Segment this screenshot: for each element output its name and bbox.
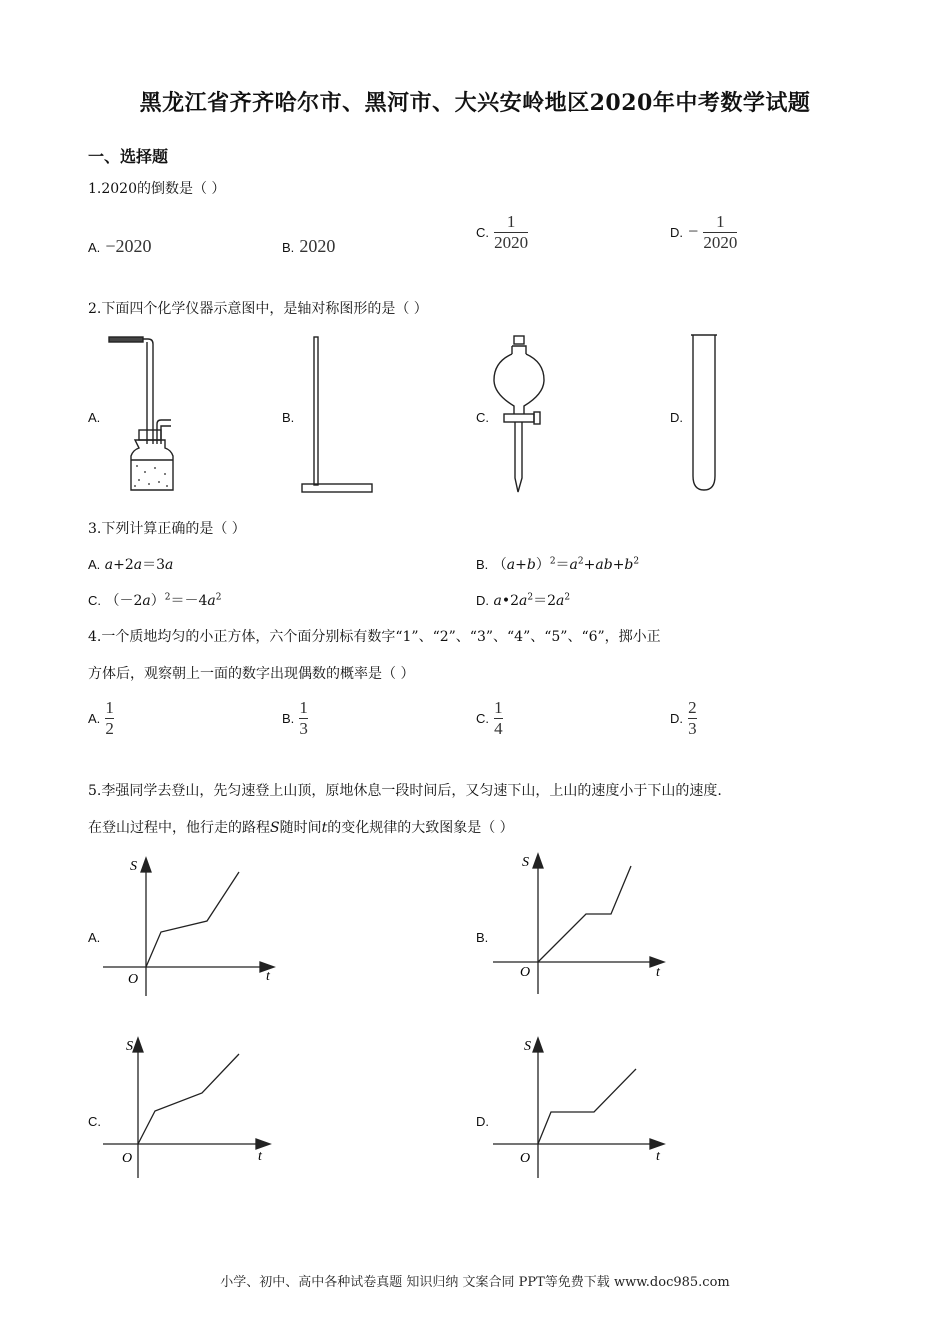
- question-5-stem-line2: [88, 817, 514, 837]
- fraction: [494, 698, 503, 739]
- stem-text: 的变化规律的大致图象是（ ）: [327, 820, 514, 836]
- denominator: 2020: [703, 233, 738, 252]
- q1-option-b: [282, 236, 335, 257]
- gas-bottle-figure: [105, 332, 185, 496]
- axis-s-label: S: [522, 855, 529, 870]
- minus-sign: −: [688, 221, 699, 241]
- option-label: A.: [88, 240, 101, 255]
- q4-option-c: [476, 698, 503, 739]
- graph-b: [488, 848, 678, 996]
- fraction: [703, 212, 737, 253]
- denominator: 3: [688, 719, 697, 738]
- option-label: C.: [476, 711, 489, 726]
- origin-label: O: [122, 1151, 133, 1166]
- question-4-stem-line1: 4.一个质地均匀的小正方体，六个面分别标有数字“1”、“2”、“3”、“4”、“5”、“6”，掷小正: [88, 629, 661, 645]
- q1-option-c: [476, 212, 528, 253]
- denominator: 4: [494, 719, 503, 738]
- q2-label-a: A.: [88, 410, 101, 425]
- option-label: A.: [88, 557, 101, 572]
- fraction: [299, 698, 308, 739]
- axis-s-label: S: [126, 1039, 133, 1054]
- var-t: t: [321, 820, 328, 836]
- axis-t-label: t: [258, 1149, 262, 1164]
- separatory-funnel-figure: [490, 332, 550, 496]
- denominator: 2: [105, 719, 114, 738]
- q1-option-a: [88, 236, 152, 257]
- iron-stand-figure: [296, 334, 380, 496]
- numerator: 1: [105, 698, 114, 717]
- graph-c: [98, 1032, 288, 1180]
- q1-option-d: [670, 212, 737, 253]
- page-footer: 小学、初中、高中各种试卷真题 知识归纳 文案合同 PPT等免费下载 www.doc985.com: [220, 1275, 730, 1290]
- option-label: D.: [670, 711, 683, 726]
- q5-label-b: B.: [476, 930, 489, 945]
- question-3-stem: 3.下列计算正确的是（ ）: [88, 521, 246, 537]
- fraction: [688, 698, 697, 739]
- option-label: B.: [282, 711, 295, 726]
- test-tube-figure: [686, 332, 736, 496]
- numerator: 1: [506, 212, 516, 231]
- axis-t-label: t: [656, 965, 660, 980]
- fraction: [105, 698, 114, 739]
- option-label: A.: [88, 711, 101, 726]
- numerator: 1: [299, 698, 308, 717]
- q5-label-c: C.: [88, 1114, 101, 1129]
- origin-label: O: [520, 1151, 531, 1166]
- section-heading: 一、选择题: [88, 147, 169, 166]
- q5-label-d: D.: [476, 1114, 489, 1129]
- option-label: B.: [282, 240, 295, 255]
- option-label: C.: [88, 593, 101, 608]
- q5-label-a: A.: [88, 930, 101, 945]
- origin-label: O: [128, 972, 139, 987]
- question-1-stem: 1.2020的倒数是（ ）: [88, 181, 226, 197]
- q2-label-c: C.: [476, 410, 489, 425]
- q4-option-b: [282, 698, 308, 739]
- question-5-stem-line1: 5.李强同学去登山，先匀速登上山顶，原地休息一段时间后，又匀速下山，上山的速度小于下山的速度.: [88, 783, 722, 799]
- q3-option-a: A. a+2a＝3a: [88, 557, 174, 573]
- option-label: D.: [476, 593, 489, 608]
- axis-t-label: t: [266, 969, 270, 984]
- q3-option-d: D. $a•2a^2=2a^2$: [476, 592, 571, 609]
- question-4-stem-line2: 方体后，观察朝上一面的数字出现偶数的概率是（ ）: [88, 666, 415, 682]
- page-title: 黑龙江省齐齐哈尔市、黑河市、大兴安岭地区2020年中考数学试题: [139, 90, 811, 116]
- graph-a: [98, 850, 288, 998]
- q4-option-a: [88, 698, 114, 739]
- denominator: 2020: [494, 233, 529, 252]
- q2-label-d: D.: [670, 410, 683, 425]
- denominator: 3: [299, 719, 308, 738]
- var-s: S: [270, 820, 280, 836]
- option-value: −2020: [105, 236, 152, 256]
- axis-t-label: t: [656, 1149, 660, 1164]
- graph-d: [488, 1032, 678, 1180]
- numerator: 2: [688, 698, 697, 717]
- question-2-stem: 2.下面四个化学仪器示意图中，是轴对称图形的是（ ）: [88, 301, 428, 317]
- q4-option-d: [670, 698, 697, 739]
- option-label: B.: [476, 557, 489, 572]
- axis-s-label: S: [524, 1039, 531, 1054]
- option-value: 2020: [299, 236, 336, 256]
- stem-text: 在登山过程中，他行走的路程: [88, 820, 270, 836]
- fraction: [494, 212, 528, 253]
- q2-label-b: B.: [282, 410, 295, 425]
- origin-label: O: [520, 965, 531, 980]
- stem-text: 随时间: [279, 820, 322, 836]
- numerator: 1: [494, 698, 503, 717]
- option-label: C.: [476, 225, 489, 240]
- numerator: 1: [716, 212, 725, 231]
- q3-option-b: B. $(a+b)^2=a^2+ab+b^2$: [476, 556, 640, 573]
- q3-option-c: C. $(-2a)^2=-4a^2$: [88, 592, 222, 609]
- axis-s-label: S: [130, 859, 137, 874]
- option-label: D.: [670, 225, 683, 240]
